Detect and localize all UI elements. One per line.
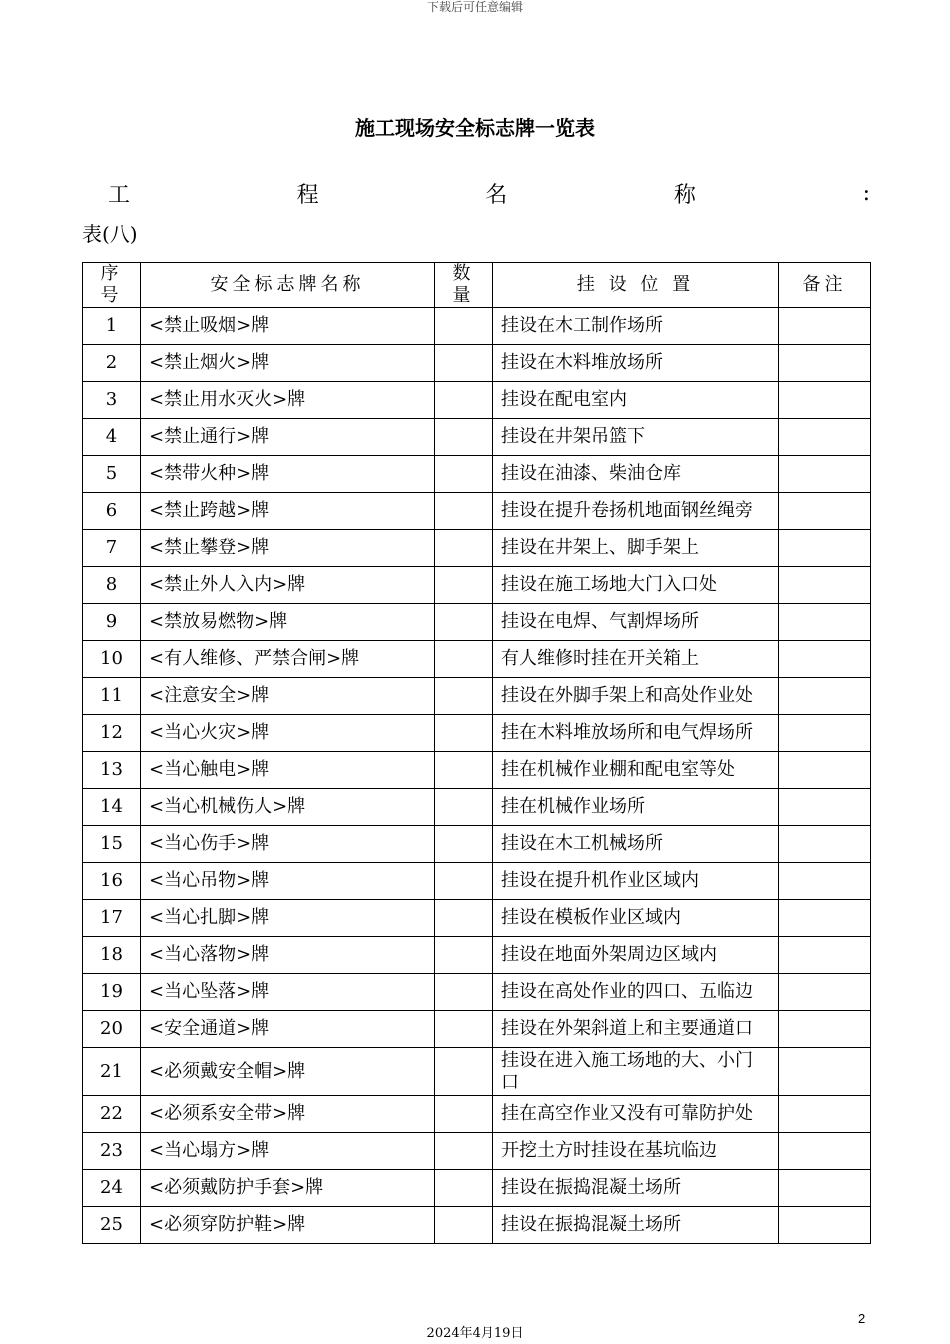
- table-row: [83, 752, 871, 789]
- table-body: [83, 308, 871, 1244]
- cell-note: [779, 789, 871, 826]
- cell-location: 挂在机械作业场所: [493, 789, 779, 826]
- table-row: [83, 641, 871, 678]
- cell-sign-name: <禁止吸烟>牌: [141, 308, 435, 345]
- cell-serial-number: 12: [83, 715, 141, 752]
- cell-serial-number: 1: [83, 308, 141, 345]
- table-row: [83, 974, 871, 1011]
- cell-serial-number: 14: [83, 789, 141, 826]
- cell-sign-name: <当心触电>牌: [141, 752, 435, 789]
- table-row: [83, 567, 871, 604]
- table-row: [83, 382, 871, 419]
- cell-quantity: [435, 641, 493, 678]
- cell-serial-number: 2: [83, 345, 141, 382]
- cell-note: [779, 1207, 871, 1244]
- document-title: 施工现场安全标志牌一览表: [355, 116, 595, 140]
- cell-note: [779, 1048, 871, 1096]
- table-row: [83, 1133, 871, 1170]
- cell-serial-number: 3: [83, 382, 141, 419]
- cell-quantity: [435, 974, 493, 1011]
- cell-serial-number: 20: [83, 1011, 141, 1048]
- table-row: [83, 937, 871, 974]
- project-name-line: [82, 176, 870, 210]
- cell-sign-name: <当心落物>牌: [141, 937, 435, 974]
- footer-date: 2024年4月19日: [426, 1326, 524, 1341]
- cell-location: 挂设在地面外架周边区域内: [493, 937, 779, 974]
- safety-sign-table: [82, 262, 871, 1244]
- cell-quantity: [435, 900, 493, 937]
- page-number: 2: [858, 1311, 866, 1326]
- cell-location: 挂设在木料堆放场所: [493, 345, 779, 382]
- table-header-row: [83, 263, 871, 308]
- cell-location: 挂设在模板作业区域内: [493, 900, 779, 937]
- table-row: [83, 678, 871, 715]
- cell-serial-number: 8: [83, 567, 141, 604]
- cell-note: [779, 826, 871, 863]
- cell-note: [779, 641, 871, 678]
- cell-sign-name: <当心吊物>牌: [141, 863, 435, 900]
- cell-serial-number: 5: [83, 456, 141, 493]
- cell-sign-name: <禁止攀登>牌: [141, 530, 435, 567]
- table-row: [83, 715, 871, 752]
- cell-location: 挂设在木工机械场所: [493, 826, 779, 863]
- table-row: [83, 308, 871, 345]
- cell-sign-name: <注意安全>牌: [141, 678, 435, 715]
- cell-note: [779, 1096, 871, 1133]
- table-row: [83, 419, 871, 456]
- cell-note: [779, 1011, 871, 1048]
- cell-serial-number: 23: [83, 1133, 141, 1170]
- cell-sign-name: <禁止烟火>牌: [141, 345, 435, 382]
- cell-quantity: [435, 604, 493, 641]
- header-note: 下载后可任意编辑: [426, 0, 523, 14]
- cell-note: [779, 1170, 871, 1207]
- cell-serial-number: 15: [83, 826, 141, 863]
- cell-note: [779, 900, 871, 937]
- table-row: [83, 456, 871, 493]
- cell-serial-number: 25: [83, 1207, 141, 1244]
- cell-location: 挂设在振捣混凝土场所: [493, 1207, 779, 1244]
- cell-note: [779, 1133, 871, 1170]
- cell-note: [779, 567, 871, 604]
- cell-quantity: [435, 456, 493, 493]
- cell-quantity: [435, 493, 493, 530]
- cell-note: [779, 419, 871, 456]
- cell-sign-name: <必须戴安全帽>牌: [141, 1048, 435, 1096]
- cell-quantity: [435, 1011, 493, 1048]
- cell-sign-name: <当心火灾>牌: [141, 715, 435, 752]
- cell-quantity: [435, 789, 493, 826]
- table-row: [83, 789, 871, 826]
- cell-quantity: [435, 937, 493, 974]
- cell-location: 挂设在木工制作场所: [493, 308, 779, 345]
- cell-quantity: [435, 715, 493, 752]
- cell-serial-number: 9: [83, 604, 141, 641]
- column-header-no: 序号: [83, 263, 141, 308]
- cell-location: 挂在木料堆放场所和电气焊场所: [493, 715, 779, 752]
- cell-quantity: [435, 1207, 493, 1244]
- table-row: [83, 493, 871, 530]
- cell-quantity: [435, 1133, 493, 1170]
- cell-location: 挂设在提升机作业区域内: [493, 863, 779, 900]
- cell-serial-number: 17: [83, 900, 141, 937]
- cell-sign-name: <有人维修、严禁合闸>牌: [141, 641, 435, 678]
- cell-location: 挂设在井架吊篮下: [493, 419, 779, 456]
- cell-serial-number: 6: [83, 493, 141, 530]
- cell-location: 挂设在外架斜道上和主要通道口: [493, 1011, 779, 1048]
- cell-location: 有人维修时挂在开关箱上: [493, 641, 779, 678]
- cell-sign-name: <必须系安全带>牌: [141, 1096, 435, 1133]
- cell-quantity: [435, 826, 493, 863]
- cell-location: 挂设在进入施工场地的大、小门口: [493, 1048, 779, 1096]
- cell-sign-name: <当心扎脚>牌: [141, 900, 435, 937]
- cell-sign-name: <禁放易燃物>牌: [141, 604, 435, 641]
- cell-location: 挂设在振捣混凝土场所: [493, 1170, 779, 1207]
- table-row: [83, 1048, 871, 1096]
- cell-note: [779, 678, 871, 715]
- cell-location: 挂设在提升卷扬机地面钢丝绳旁: [493, 493, 779, 530]
- cell-location: 挂设在井架上、脚手架上: [493, 530, 779, 567]
- cell-note: [779, 604, 871, 641]
- project-name-char: 称: [673, 182, 696, 208]
- cell-note: [779, 345, 871, 382]
- table-row: [83, 530, 871, 567]
- cell-quantity: [435, 345, 493, 382]
- column-header-note: 备注: [779, 263, 871, 308]
- cell-sign-name: <禁止用水灭火>牌: [141, 382, 435, 419]
- project-name-char: 名: [485, 182, 508, 208]
- cell-quantity: [435, 678, 493, 715]
- cell-serial-number: 22: [83, 1096, 141, 1133]
- cell-location: 挂设在施工场地大门入口处: [493, 567, 779, 604]
- cell-quantity: [435, 1048, 493, 1096]
- table-row: [83, 345, 871, 382]
- column-header-location: 挂 设 位 置: [493, 263, 779, 308]
- cell-quantity: [435, 419, 493, 456]
- cell-sign-name: <当心坠落>牌: [141, 974, 435, 1011]
- cell-sign-name: <必须穿防护鞋>牌: [141, 1207, 435, 1244]
- table-row: [83, 900, 871, 937]
- cell-quantity: [435, 382, 493, 419]
- cell-sign-name: <必须戴防护手套>牌: [141, 1170, 435, 1207]
- table-row: [83, 1096, 871, 1133]
- project-name-colon: :: [862, 180, 870, 206]
- cell-quantity: [435, 752, 493, 789]
- cell-serial-number: 13: [83, 752, 141, 789]
- cell-sign-name: <安全通道>牌: [141, 1011, 435, 1048]
- cell-sign-name: <当心塌方>牌: [141, 1133, 435, 1170]
- project-name-char: 程: [296, 182, 319, 208]
- cell-note: [779, 752, 871, 789]
- cell-note: [779, 937, 871, 974]
- project-name-char: 工: [108, 182, 131, 208]
- cell-sign-name: <禁止通行>牌: [141, 419, 435, 456]
- cell-note: [779, 530, 871, 567]
- cell-sign-name: <当心伤手>牌: [141, 826, 435, 863]
- table-number: 表(八): [82, 222, 138, 246]
- table-row: [83, 1170, 871, 1207]
- cell-serial-number: 18: [83, 937, 141, 974]
- cell-note: [779, 715, 871, 752]
- cell-serial-number: 21: [83, 1048, 141, 1096]
- cell-location: 挂设在配电室内: [493, 382, 779, 419]
- cell-location: 挂设在高处作业的四口、五临边: [493, 974, 779, 1011]
- cell-serial-number: 11: [83, 678, 141, 715]
- cell-serial-number: 10: [83, 641, 141, 678]
- cell-sign-name: <禁止外人入内>牌: [141, 567, 435, 604]
- cell-serial-number: 24: [83, 1170, 141, 1207]
- cell-quantity: [435, 863, 493, 900]
- cell-serial-number: 19: [83, 974, 141, 1011]
- cell-quantity: [435, 1170, 493, 1207]
- cell-location: 挂设在油漆、柴油仓库: [493, 456, 779, 493]
- cell-serial-number: 7: [83, 530, 141, 567]
- cell-quantity: [435, 308, 493, 345]
- table-row: [83, 604, 871, 641]
- cell-quantity: [435, 530, 493, 567]
- cell-serial-number: 16: [83, 863, 141, 900]
- cell-location: 挂设在电焊、气割焊场所: [493, 604, 779, 641]
- cell-location: 挂在机械作业棚和配电室等处: [493, 752, 779, 789]
- cell-sign-name: <禁带火种>牌: [141, 456, 435, 493]
- table-row: [83, 1011, 871, 1048]
- cell-note: [779, 863, 871, 900]
- table-row: [83, 863, 871, 900]
- cell-note: [779, 493, 871, 530]
- cell-quantity: [435, 1096, 493, 1133]
- cell-note: [779, 456, 871, 493]
- table-row: [83, 826, 871, 863]
- column-header-qty: 数量: [435, 263, 493, 308]
- cell-note: [779, 382, 871, 419]
- cell-location: 开挖土方时挂设在基坑临边: [493, 1133, 779, 1170]
- cell-location: 挂设在外脚手架上和高处作业处: [493, 678, 779, 715]
- cell-serial-number: 4: [83, 419, 141, 456]
- cell-note: [779, 308, 871, 345]
- cell-note: [779, 974, 871, 1011]
- cell-quantity: [435, 567, 493, 604]
- cell-sign-name: <当心机械伤人>牌: [141, 789, 435, 826]
- column-header-name: 安全标志牌名称: [141, 263, 435, 308]
- cell-location: 挂在高空作业又没有可靠防护处: [493, 1096, 779, 1133]
- table-row: [83, 1207, 871, 1244]
- cell-sign-name: <禁止跨越>牌: [141, 493, 435, 530]
